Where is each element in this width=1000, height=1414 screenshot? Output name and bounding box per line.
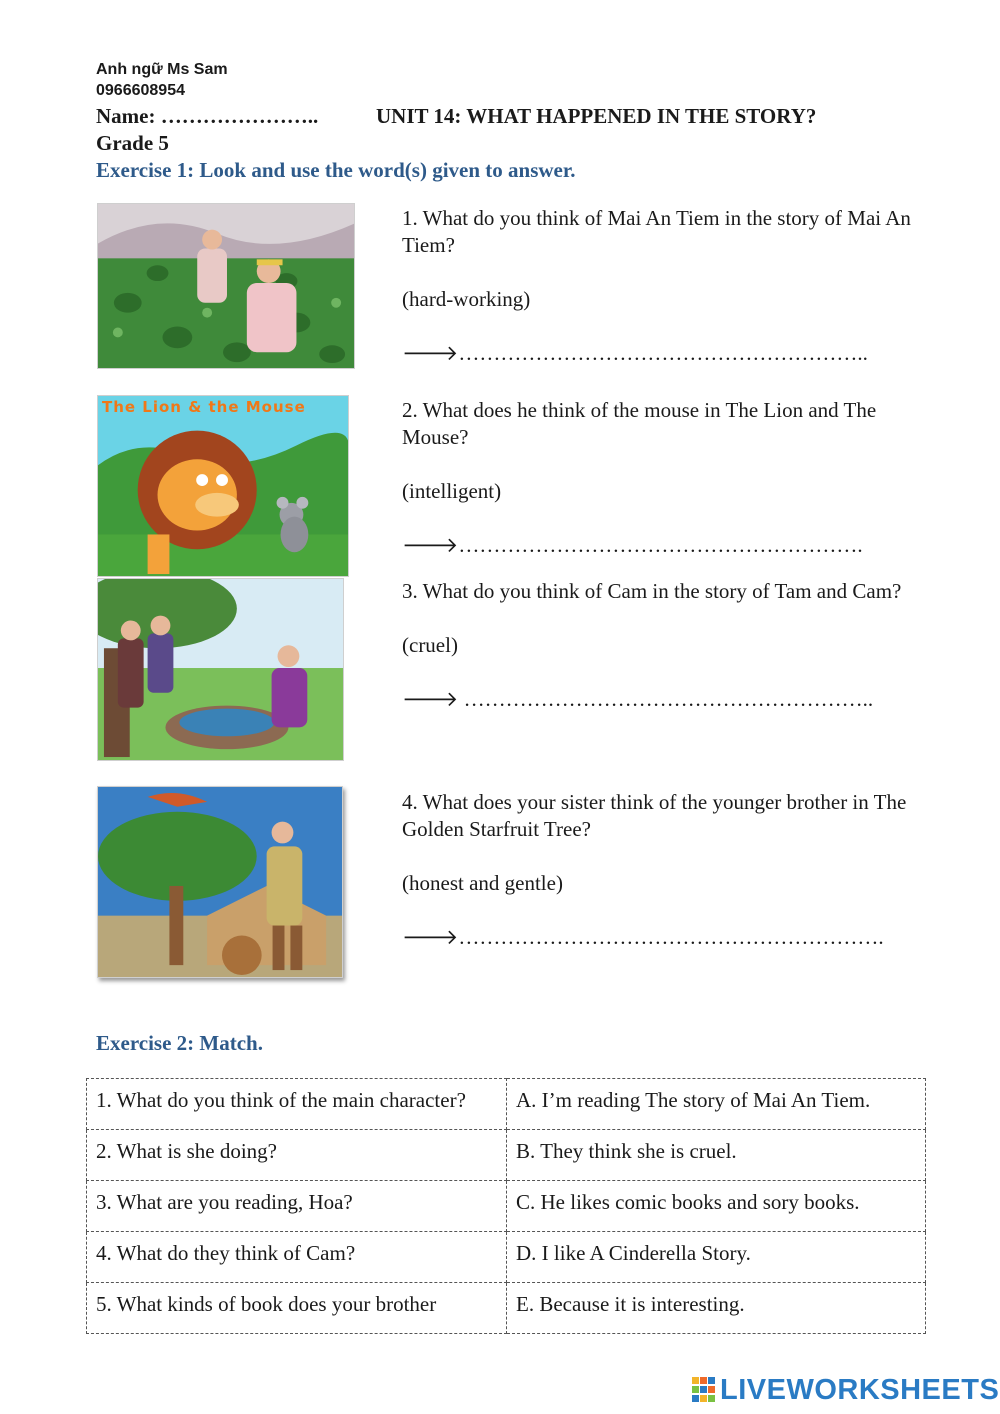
school-name: Anh ngữ Ms Sam xyxy=(96,61,228,78)
match-left-4: 4. What do they think of Cam? xyxy=(87,1232,507,1283)
question-4-text: 4. What does your sister think of the younger brother in The Golden Starfruit Tree? xyxy=(402,790,907,841)
match-right-c: C. He likes comic books and sory books. xyxy=(507,1181,926,1232)
answer-2-input[interactable] xyxy=(458,533,918,558)
arrow-right-icon: 🡒 xyxy=(402,925,459,949)
exercise1-title: Exercise 1: Look and use the word(s) given to answer. xyxy=(96,158,576,182)
answer-3-input[interactable] xyxy=(458,687,918,712)
match-right-e: E. Because it is interesting. xyxy=(507,1283,926,1334)
question-1 xyxy=(402,205,922,367)
question-2-text: 2. What does he think of the mouse in The Lion and The Mouse? xyxy=(402,398,877,449)
table-row xyxy=(87,1283,926,1334)
match-left-5: 5. What kinds of book does your brother xyxy=(87,1283,507,1334)
tam-and-cam-picture xyxy=(97,578,344,761)
mai-an-tiem-picture xyxy=(97,203,355,369)
liveworksheets-logo-icon xyxy=(692,1377,716,1403)
liveworksheets-logo[interactable] xyxy=(692,1374,999,1406)
golden-starfruit-tree-picture xyxy=(97,786,343,978)
lion-and-mouse-picture xyxy=(97,395,349,577)
phone-number: 0966608954 xyxy=(96,82,185,99)
match-left-2: 2. What is she doing? xyxy=(87,1130,507,1181)
exercise2-title: Exercise 2: Match. xyxy=(96,1031,263,1055)
unit-title: UNIT 14: WHAT HAPPENED IN THE STORY? xyxy=(376,104,817,128)
match-right-b: B. They think she is cruel. xyxy=(507,1130,926,1181)
question-1-text: 1. What do you think of Mai An Tiem in the story of Mai An Tiem? xyxy=(402,206,911,257)
question-1-hint: (hard-working) xyxy=(402,287,531,311)
answer-4-input[interactable] xyxy=(458,925,918,950)
arrow-right-icon: 🡒 xyxy=(402,341,459,365)
lion-mouse-caption: The Lion & the Mouse xyxy=(102,398,306,416)
grade-label: Grade 5 xyxy=(96,131,169,155)
question-3-text: 3. What do you think of Cam in the story of Tam and Cam? xyxy=(402,579,902,603)
arrow-right-icon: 🡒 xyxy=(402,533,459,557)
match-right-a: A. I’m reading The story of Mai An Tiem. xyxy=(507,1079,926,1130)
arrow-right-icon: 🡒 xyxy=(402,687,459,711)
question-2 xyxy=(402,397,922,559)
answer-1-input[interactable] xyxy=(458,341,918,366)
table-row xyxy=(87,1181,926,1232)
name-label: Name: ………………….. xyxy=(96,104,319,128)
question-3-hint: (cruel) xyxy=(402,633,458,657)
question-4-hint: (honest and gentle) xyxy=(402,871,563,895)
match-left-3: 3. What are you reading, Hoa? xyxy=(87,1181,507,1232)
match-table xyxy=(86,1078,926,1334)
question-4 xyxy=(402,789,922,951)
question-2-hint: (intelligent) xyxy=(402,479,502,503)
table-row xyxy=(87,1079,926,1130)
question-3 xyxy=(402,578,922,713)
logo-text: LIVEWORKSHEETS xyxy=(720,1374,1000,1406)
table-row xyxy=(87,1130,926,1181)
table-row xyxy=(87,1232,926,1283)
match-left-1: 1. What do you think of the main character? xyxy=(87,1079,507,1130)
match-right-d: D. I like A Cinderella Story. xyxy=(507,1232,926,1283)
